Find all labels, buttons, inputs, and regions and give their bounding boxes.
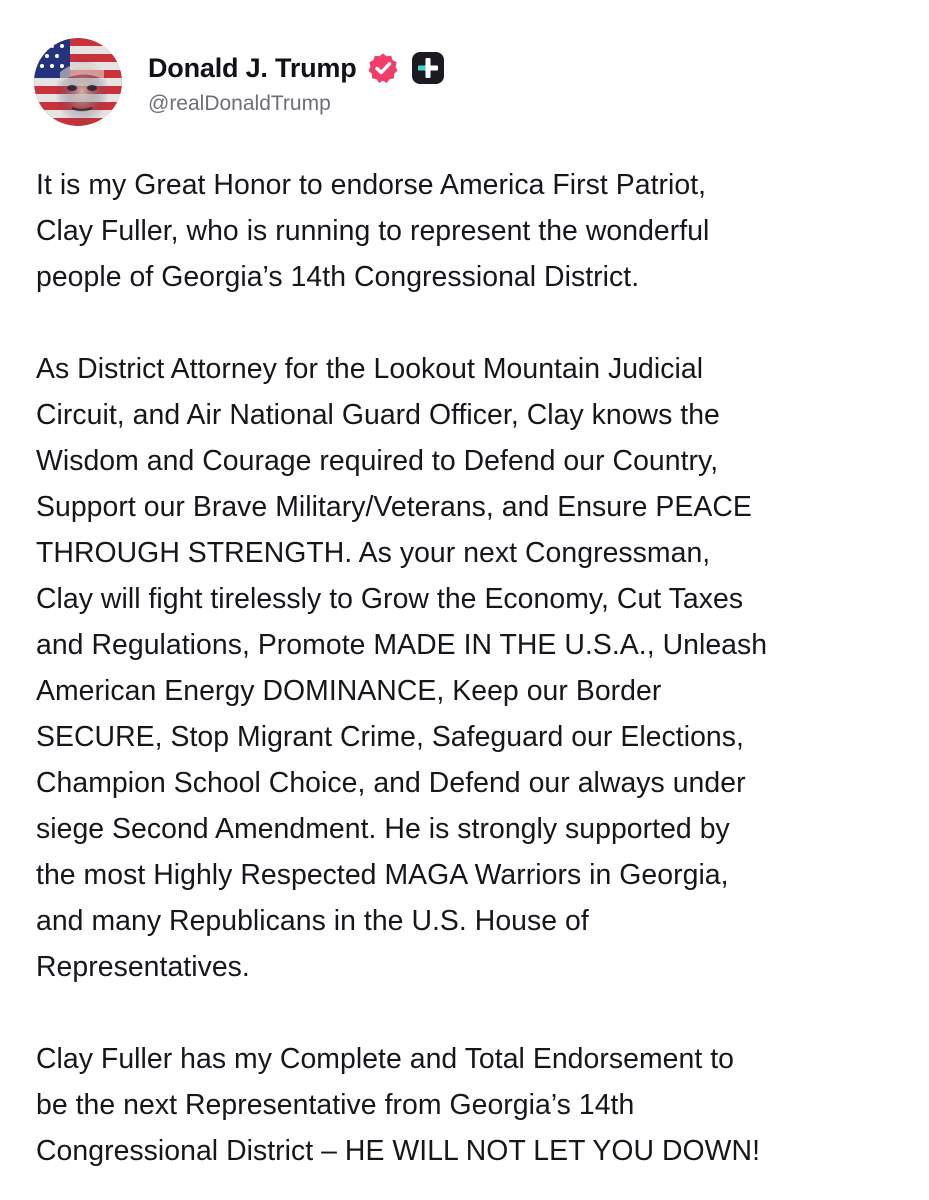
name-row <box>148 48 445 88</box>
post-header <box>34 38 445 126</box>
author-handle[interactable]: @realDonaldTrump <box>148 92 331 115</box>
post-paragraph: It is my Great Honor to endorse America First Patriot, Clay Fuller, who is running to represent the wonderful people of Georgia’s 14th Congressional District. <box>36 169 710 293</box>
post-body <box>36 162 916 1174</box>
post-paragraph: Clay Fuller has my Complete and Total Endorsement to be the next Representative from Georgia’s 14th Congressional District – HE WILL NOT LET YOU DOWN! <box>36 1043 761 1167</box>
plus-badge-icon[interactable] <box>411 51 445 85</box>
avatar[interactable] <box>34 38 122 126</box>
verified-badge-icon <box>367 52 399 84</box>
post-paragraph: As District Attorney for the Lookout Mountain Judicial Circuit, and Air National Guard Officer, Clay knows the Wisdom and Courage required to Defend our Country, Support our Brave Military/Veterans, and Ensure PEACE THROUGH STRENGTH. As your next Congressman, Clay will fight tirelessly to Grow the Economy, Cut Taxes and Regulations, Promote MADE IN THE U.S.A., Unleash American Energy DOMINANCE, Keep our Border SECURE, Stop Migrant Crime, Safeguard our Elections, Champion School Choice, and Defend our always under siege Second Amendment. He is strongly supported by the most Highly Respected MAGA Warriors in Georgia, and many Republicans in the U.S. House of Representatives. <box>36 353 768 983</box>
author-identity <box>148 38 445 126</box>
avatar-image <box>34 38 122 126</box>
display-name[interactable]: Donald J. Trump <box>148 52 357 83</box>
